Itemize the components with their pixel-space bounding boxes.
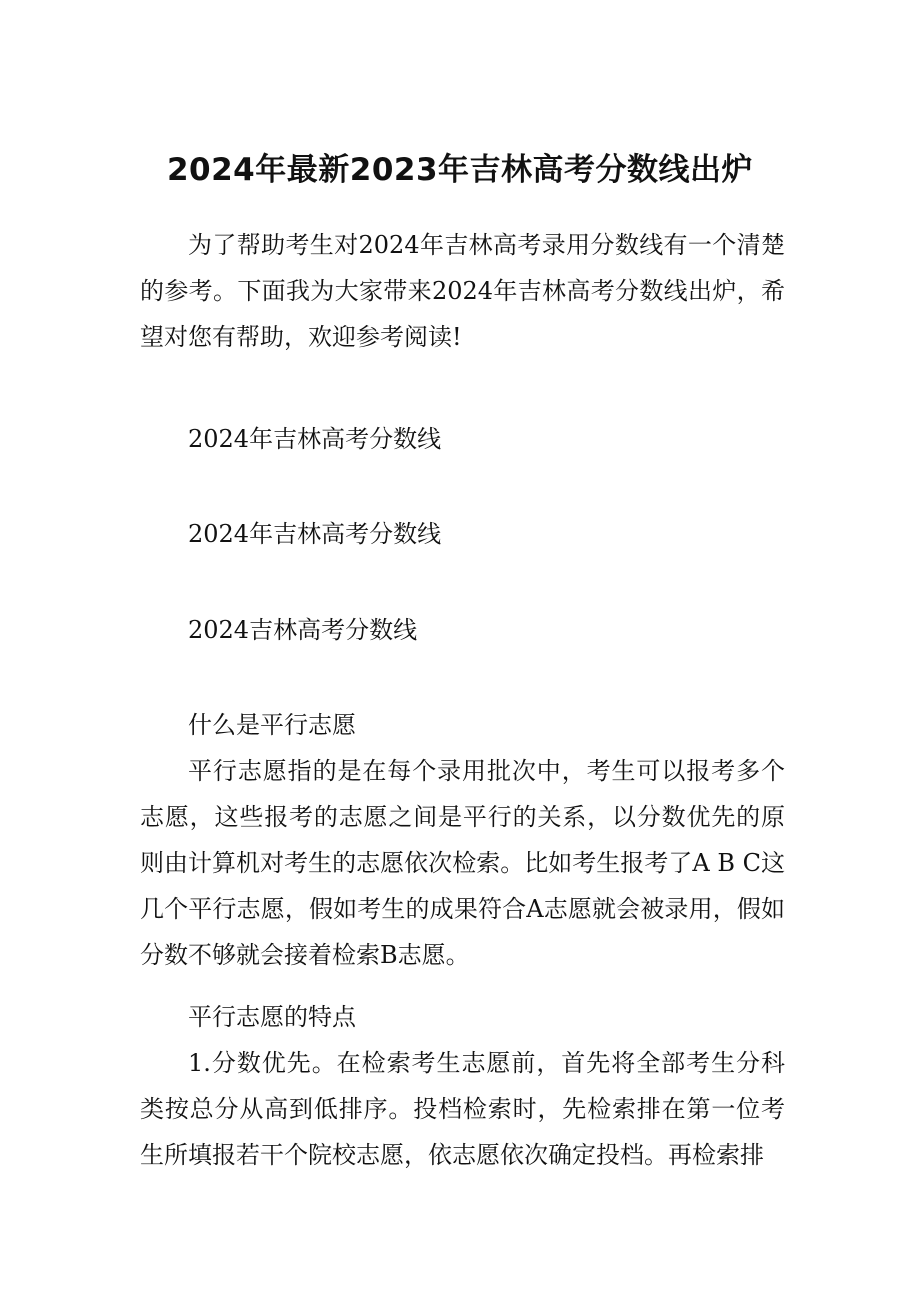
subheading-scores-1: 2024年吉林高考分数线 bbox=[188, 425, 442, 453]
feature-1-paragraph: 1.分数优先。在检索考生志愿前，首先将全部考生分科类按总分从高到低排序。投档检索时，先检索排在第一位考生所填报若干个院校志愿，依志愿依次确定投档。再检索排 bbox=[140, 1049, 785, 1169]
subheading-scores-3: 2024吉林高考分数线 bbox=[188, 616, 418, 644]
intro-paragraph: 为了帮助考生对2024年吉林高考录用分数线有一个清楚的参考。下面我为大家带来2024年吉林高考分数线出炉，希望对您有帮助，欢迎参考阅读! bbox=[140, 231, 785, 351]
subheading-scores-2: 2024年吉林高考分数线 bbox=[188, 520, 442, 548]
features-title: 平行志愿的特点 bbox=[188, 1003, 356, 1031]
document-title: 2024年最新2023年吉林高考分数线出炉 bbox=[166, 152, 754, 188]
section-title-parallel-volunteer: 什么是平行志愿 bbox=[188, 711, 356, 739]
parallel-volunteer-paragraph: 平行志愿指的是在每个录用批次中，考生可以报考多个志愿，这些报考的志愿之间是平行的关系，以分数优先的原则由计算机对考生的志愿依次检索。比如考生报考了A B C这几个平行志愿，假如考生的成果符合A志愿就会被录用，假如分数不够就会接着检索B志愿。 bbox=[140, 757, 785, 969]
